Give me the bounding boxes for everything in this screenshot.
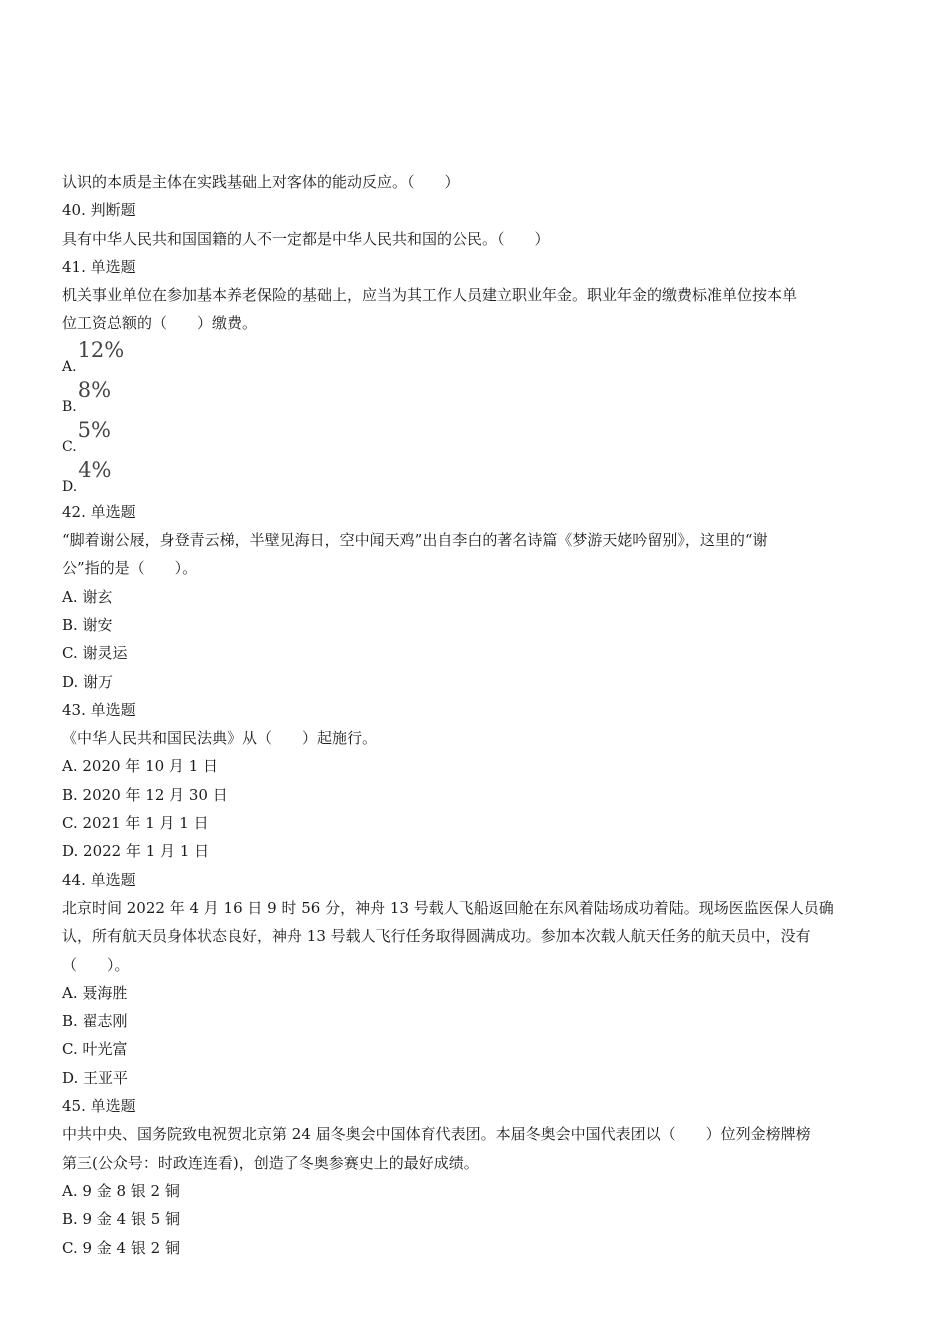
- question-stem: 中共中央、国务院致电祝贺北京第 24 届冬奥会中国体育代表团。本届冬奥会中国代表团以（ ）位列金榜牌榜: [62, 1125, 811, 1144]
- option-c: [62, 418, 892, 458]
- option-a: A. 谢玄: [62, 587, 113, 606]
- option-c: C. 9 金 4 银 2 铜: [62, 1238, 180, 1257]
- option-letter: B.: [62, 398, 77, 415]
- option-value: 4%: [78, 457, 112, 482]
- question-stem: 认，所有航天员身体状态良好，神舟 13 号载人飞行任务取得圆满成功。参加本次载人航天任务的航天员中，没有: [62, 927, 811, 946]
- option-b: B. 2020 年 12 月 30 日: [62, 785, 228, 804]
- option-a: [62, 338, 892, 378]
- question-stem: “脚着谢公屐，身登青云梯，半壁见海日，空中闻天鸡”出自李白的著名诗篇《梦游天姥吟留别》，这里的“谢: [62, 531, 768, 550]
- question-stem: （ ）。: [62, 955, 130, 974]
- option-c: C. 2021 年 1 月 1 日: [62, 814, 209, 833]
- option-d: D. 谢万: [62, 672, 114, 691]
- option-value: 8%: [77, 377, 112, 402]
- option-letter: D.: [62, 478, 78, 495]
- option-b: B. 翟志刚: [62, 1012, 128, 1031]
- option-b: [62, 378, 892, 418]
- question-stem: 机关事业单位在参加基本养老保险的基础上，应当为其工作人员建立职业年金。职业年金的缴费标准单位按本单: [62, 286, 798, 305]
- question-44: [62, 866, 892, 1092]
- option-d: [62, 458, 892, 498]
- question-42: [62, 498, 892, 696]
- question-40: [62, 196, 892, 253]
- question-stem: 位工资总额的（ ）缴费。: [62, 314, 258, 333]
- option-a: A. 聂海胜: [62, 983, 128, 1002]
- question-41: [62, 253, 892, 498]
- option-d: D. 2022 年 1 月 1 日: [62, 842, 210, 861]
- option-d: D. 王亚平: [62, 1068, 129, 1087]
- option-a: A. 9 金 8 银 2 铜: [62, 1181, 180, 1200]
- question-45: [62, 1092, 892, 1262]
- question-stem: 具有中华人民共和国国籍的人不一定都是中华人民共和国的公民。（ ）: [62, 229, 550, 248]
- question-stem: 北京时间 2022 年 4 月 16 日 9 时 56 分，神舟 13 号载人飞船返回舱在东风着陆场成功着陆。现场医监医保人员确: [62, 898, 834, 917]
- option-c: C. 谢灵运: [62, 644, 128, 663]
- option-value: 12%: [77, 337, 125, 362]
- question-header: 44. 单选题: [62, 870, 136, 889]
- question-header: 42. 单选题: [62, 502, 136, 521]
- option-letter: A.: [62, 358, 77, 375]
- question-header: 40. 判断题: [62, 201, 136, 220]
- question-stem: 第三(公众号：时政连连看)，创造了冬奥参赛史上的最好成绩。: [62, 1153, 479, 1172]
- question-header: 43. 单选题: [62, 700, 136, 719]
- question-43: [62, 696, 892, 866]
- intro-statement: 认识的本质是主体在实践基础上对客体的能动反应。（ ）: [62, 173, 460, 191]
- option-c: C. 叶光富: [62, 1040, 128, 1059]
- question-stem: 公”指的是（ ）。: [62, 559, 198, 578]
- question-header: 41. 单选题: [62, 257, 136, 276]
- option-a: A. 2020 年 10 月 1 日: [62, 757, 219, 776]
- exam-page: [62, 168, 892, 1262]
- question-stem: 《中华人民共和国民法典》从（ ）起施行。: [62, 729, 378, 748]
- option-letter: C.: [62, 438, 77, 455]
- option-value: 5%: [77, 417, 111, 442]
- option-b: B. 9 金 4 银 5 铜: [62, 1210, 181, 1229]
- question-header: 45. 单选题: [62, 1097, 136, 1116]
- option-b: B. 谢安: [62, 615, 113, 634]
